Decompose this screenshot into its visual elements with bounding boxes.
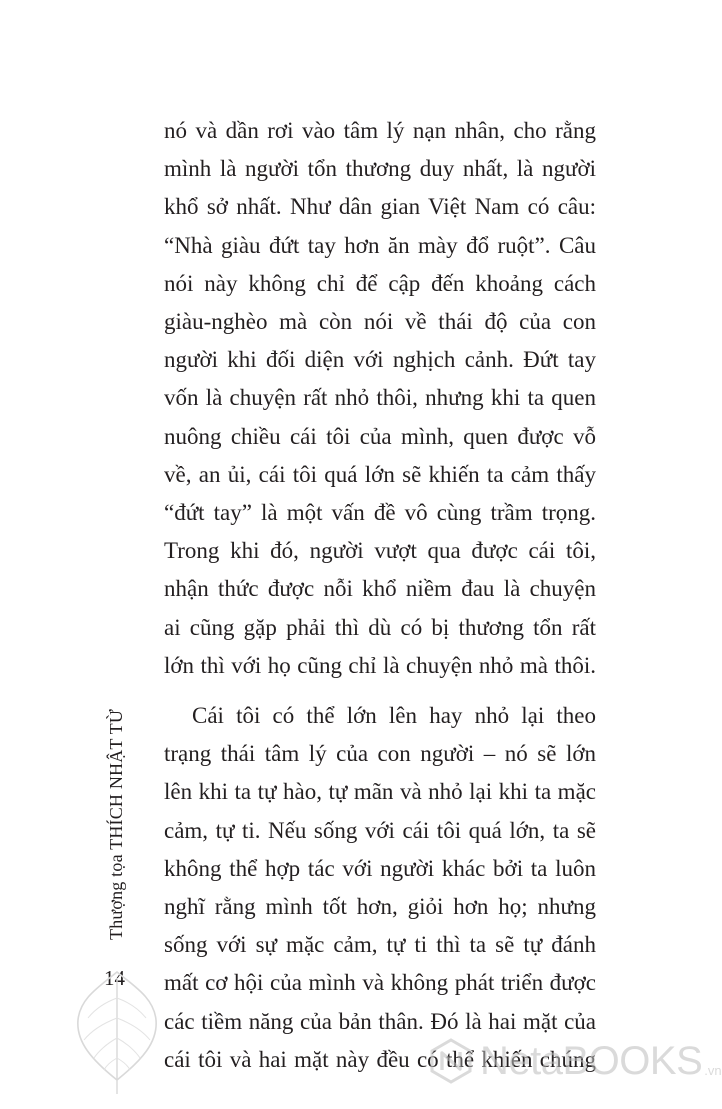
text-line: mất cơ hội của mình và không phát triển được <box>164 970 596 996</box>
body-text <box>164 112 596 1079</box>
text-line: trạng thái tâm lý của con người – nó sẽ lớn <box>164 741 596 767</box>
watermark-text: NetaBOOKS <box>480 1038 703 1083</box>
text-line: “đứt tay” là một vấn đề vô cùng trầm trọng. <box>164 500 596 526</box>
paragraph-1 <box>164 112 596 685</box>
text-line: Cái tôi có thể lớn lên hay nhỏ lại theo <box>192 703 596 729</box>
text-line: nuông chiều cái tôi của mình, quen được vỗ <box>164 423 596 449</box>
page-number: 14 <box>104 966 125 990</box>
text-line: Trong khi đó, người vượt qua được cái tôi, <box>164 538 596 564</box>
running-head: Thượng tọa THÍCH NHẬT TỪ <box>106 708 126 940</box>
text-line: cái tôi và hai mặt này đều có thể khiến chúng <box>164 1046 596 1072</box>
text-line: sống với sự mặc cảm, tự ti thì ta sẽ tự đánh <box>164 932 596 958</box>
text-line: mình là người tổn thương duy nhất, là người <box>164 156 596 182</box>
text-line: người khi đối diện với nghịch cảnh. Đứt tay <box>164 347 596 373</box>
text-line: khổ sở nhất. Như dân gian Việt Nam có câu: <box>164 194 596 220</box>
text-line: về, an ủi, cái tôi quá lớn sẽ khiến ta cảm thấy <box>164 461 596 487</box>
text-line: các tiềm năng của bản thân. Đó là hai mặt của <box>164 1008 596 1034</box>
text-line: không thể hợp tác với người khác bởi ta luôn <box>164 855 596 881</box>
text-line: nhận thức được nỗi khổ niềm đau là chuyện <box>164 576 596 602</box>
text-line: “Nhà giàu đứt tay hơn ăn mày đổ ruột”. Câu <box>164 232 596 258</box>
text-line: nghĩ rằng mình tốt hơn, giỏi hơn họ; nhưng <box>164 894 596 920</box>
text-line: vốn là chuyện rất nhỏ thôi, nhưng khi ta quen <box>164 385 596 411</box>
watermark-suffix: .vn <box>704 1063 722 1078</box>
netabooks-logo-icon <box>428 1038 474 1084</box>
paragraph-2 <box>164 697 596 1079</box>
text-line: giàu-nghèo mà còn nói về thái độ của con <box>164 309 596 335</box>
watermark <box>428 1034 722 1088</box>
text-line: lớn thì với họ cũng chỉ là chuyện nhỏ mà thôi. <box>164 652 596 678</box>
text-line: cảm, tự ti. Nếu sống với cái tôi quá lớn, ta sẽ <box>164 817 596 843</box>
text-line: nó và dần rơi vào tâm lý nạn nhân, cho rằng <box>164 118 596 143</box>
text-line: lên khi ta tự hào, tự mãn và nhỏ lại khi ta mặc <box>164 779 596 805</box>
text-line: ai cũng gặp phải thì dù có bị thương tổn rất <box>164 614 596 640</box>
bodhi-leaf-icon <box>72 968 162 1098</box>
text-line: nói này không chỉ để cập đến khoảng cách <box>164 270 596 296</box>
